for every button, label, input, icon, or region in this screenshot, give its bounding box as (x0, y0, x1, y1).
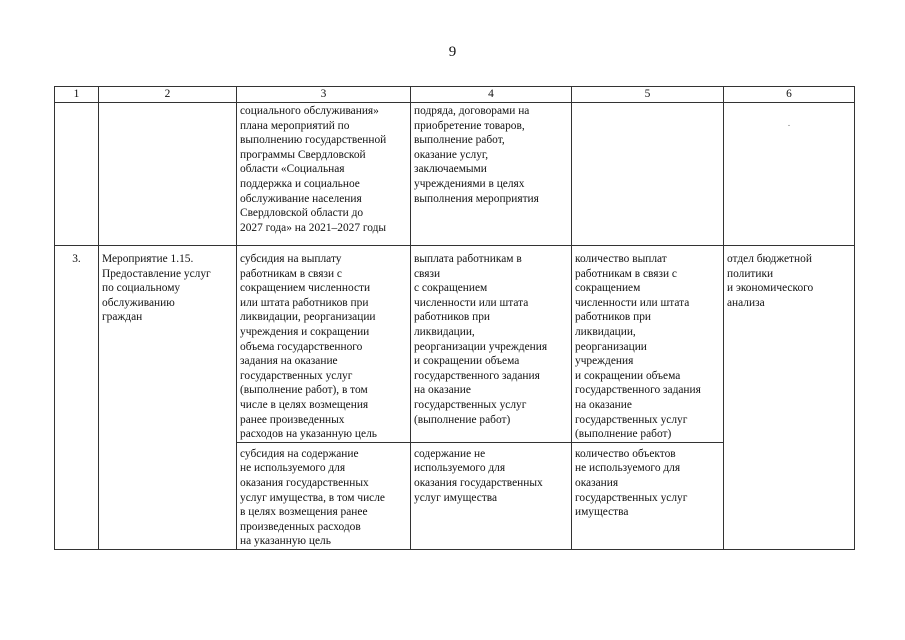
cell-text-line: и экономического (727, 282, 814, 295)
cell-text-line: работникам в связи с (575, 267, 677, 280)
cell-text-line: учреждения (575, 355, 634, 368)
cell-text-line: в целях возмещения ранее (240, 506, 368, 519)
cell-text-line: на указанную цель (240, 535, 331, 548)
table-header-row (55, 87, 855, 103)
cell-text-line: оказания государственных (240, 476, 369, 489)
cell-purpose (237, 103, 411, 246)
cell-text-line: 2027 года» на 2021–2027 годы (240, 221, 387, 234)
mark: . (787, 118, 791, 128)
cell-indicator (572, 103, 724, 246)
cell-text-line: учреждениями в целях (414, 177, 525, 190)
cell-text-line: услуг имущества (414, 491, 498, 504)
cell-result (411, 246, 572, 443)
page-number: 9 (448, 44, 457, 60)
cell-text-line: сокращением численности (240, 282, 371, 295)
cell-text-line: используемого для (414, 462, 506, 475)
cell-text-line: количество объектов (575, 447, 676, 460)
cell-text-line: содержание не (414, 447, 486, 460)
cell-number: 3. (55, 246, 99, 550)
cell-text-line: задания на оказание (240, 355, 338, 368)
cell-text-line: реорганизации (575, 340, 647, 353)
cell-text-line: (выполнение работ), в том (240, 384, 368, 397)
column-header: 5 (572, 87, 724, 103)
column-header: 3 (237, 87, 411, 103)
column-header: 4 (411, 87, 572, 103)
cell-text-line: с сокращением (414, 282, 488, 295)
cell-text-line: программы Свердловской (240, 148, 366, 161)
cell-text-line: (выполнение работ) (414, 413, 511, 426)
cell-text-line: граждан (102, 311, 143, 324)
cell-result (411, 442, 572, 549)
cell-text-line: не используемого для (240, 462, 346, 475)
cell-text-line: обслуживанию (102, 296, 175, 309)
cell-text-line: количество выплат (575, 253, 667, 265)
cell-text-line: и сокращении объема (414, 355, 520, 368)
cell-text-line: оказания государственных (414, 476, 543, 489)
cell-text-line: числе в целях возмещения (240, 398, 369, 411)
cell-text-line: государственных услуг (414, 398, 527, 411)
cell-indicator (572, 246, 724, 443)
cell-department (724, 103, 855, 246)
cell-result (411, 103, 572, 246)
cell-number (55, 103, 99, 246)
cell-text-line: выполнения мероприятия (414, 192, 539, 205)
cell-text-line: связи (414, 267, 441, 280)
cell-text-line: объема государственного (240, 340, 363, 353)
cell-text-line: по социальному (102, 282, 181, 295)
cell-text-line: государственного задания (575, 384, 701, 397)
cell-text-line: заключаемыми (414, 163, 487, 176)
cell-text-line: ликвидации, (414, 325, 475, 338)
cell-text-line: и сокращении объема (575, 369, 681, 382)
cell-text-line: государственных услуг (575, 491, 688, 504)
table-row-continued (55, 103, 855, 246)
cell-text-line: социального обслуживания» (240, 105, 379, 117)
cell-text-line: Свердловской области до (240, 207, 364, 220)
cell-text-line: поддержка и социальное (240, 177, 360, 190)
cell-text-line: ликвидации, реорганизации (240, 311, 376, 324)
cell-text-line: на оказание (414, 384, 471, 397)
cell-text-line: ликвидации, (575, 325, 636, 338)
cell-text-line: приобретение товаров, (414, 119, 525, 132)
cell-text-line: (выполнение работ) (575, 428, 672, 441)
cell-text-line: области «Социальная (240, 163, 345, 176)
cell-text-line: работникам в связи с (240, 267, 342, 280)
cell-text-line: сокращением (575, 282, 641, 295)
cell-text-line: отдел бюджетной (727, 253, 812, 265)
cell-purpose (237, 442, 411, 549)
cell-text-line: плана мероприятий по (240, 119, 350, 132)
cell-text-line: государственных услуг (575, 413, 688, 426)
cell-measure (99, 103, 237, 246)
cell-text-line: на оказание (575, 398, 632, 411)
cell-text-line: Мероприятие 1.15. (102, 253, 194, 265)
cell-text-line: имущества (575, 506, 629, 519)
cell-text-line: выплата работникам в (414, 253, 522, 265)
cell-text-line: оказание услуг, (414, 148, 489, 161)
table-row-3 (55, 246, 855, 443)
column-header: 2 (99, 87, 237, 103)
cell-text-line: услуг имущества, в том числе (240, 491, 385, 504)
cell-text-line: выполнение работ, (414, 134, 505, 147)
cell-text-line: или штата работников при (240, 296, 369, 309)
measures-table (54, 86, 855, 550)
column-header: 1 (55, 87, 99, 103)
cell-text-line: реорганизации учреждения (414, 340, 548, 353)
cell-text-line: ранее произведенных (240, 413, 345, 426)
cell-text-line: численности или штата (575, 296, 690, 309)
cell-text-line: субсидия на выплату (240, 253, 342, 265)
cell-text-line: расходов на указанную цель (240, 428, 377, 441)
cell-department (724, 246, 855, 550)
cell-text-line: государственных услуг (240, 369, 353, 382)
cell-text-line: не используемого для (575, 462, 681, 475)
cell-text-line: произведенных расходов (240, 520, 361, 533)
cell-text-line: выполнению государственной (240, 134, 387, 147)
cell-text-line: Предоставление услуг (102, 267, 211, 280)
cell-text-line: численности или штата (414, 296, 529, 309)
cell-text-line: анализа (727, 296, 765, 309)
cell-text-line: подряда, договорами на (414, 105, 530, 117)
cell-text-line: учреждения и сокращении (240, 325, 370, 338)
cell-text-line: государственного задания (414, 369, 540, 382)
column-header: 6 (724, 87, 855, 103)
cell-text-line: обслуживание населения (240, 192, 362, 205)
cell-text-line: оказания (575, 476, 619, 489)
cell-text-line: субсидия на содержание (240, 447, 359, 460)
cell-text-line: работников при (575, 311, 652, 324)
cell-text-line: политики (727, 267, 774, 280)
cell-text-line: работников при (414, 311, 491, 324)
cell-measure (99, 246, 237, 550)
cell-indicator (572, 442, 724, 549)
cell-purpose (237, 246, 411, 443)
